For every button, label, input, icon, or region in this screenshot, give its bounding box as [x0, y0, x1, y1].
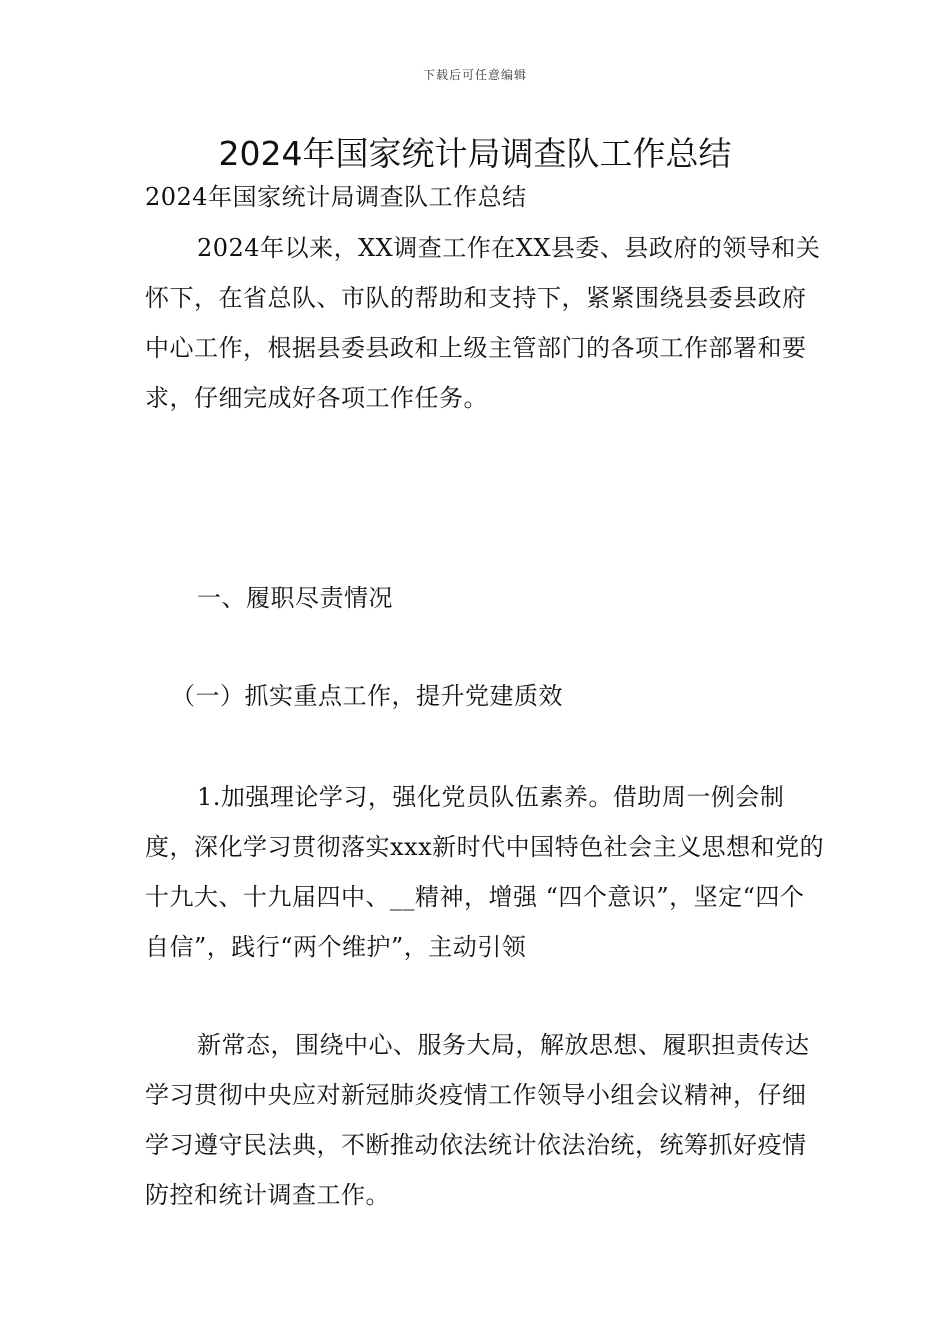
document-subtitle: 2024年国家统计局调查队工作总结 [145, 183, 527, 211]
subsection-heading-1: （一）抓实重点工作，提升党建质效 [171, 682, 563, 710]
document-title: 2024年国家统计局调查队工作总结 [218, 134, 732, 173]
intro-paragraph: 2024年以来，XX调查工作在XX县委、县政府的领导和关怀下，在省总队、市队的帮助和支持下，紧紧围绕县委县政府中心工作，根据县委县政和上级主管部门的各项工作部署和要求，仔细完成好各项工作任务。 [145, 234, 821, 412]
body-paragraph-2: 新常态，围绕中心、服务大局，解放思想、履职担责传达学习贯彻中央应对新冠肺炎疫情工作领导小组会议精神，仔细学习遵守民法典，不断推动依法统计依法治统，统筹抓好疫情防控和统计调查工作。 [145, 1031, 810, 1209]
body-paragraph-1: 1.加强理论学习，强化党员队伍素养。借助周一例会制度，深化学习贯彻落实xxx新时代中国特色社会主义思想和党的十九大、十九届四中、__精神，增强 “四个意识”，坚定“四个自信”，践行“两个维护”，主动引领 [145, 783, 825, 961]
section-heading-1: 一、履职尽责情况 [197, 584, 393, 612]
page-header-note: 下载后可任意编辑 [422, 68, 527, 82]
